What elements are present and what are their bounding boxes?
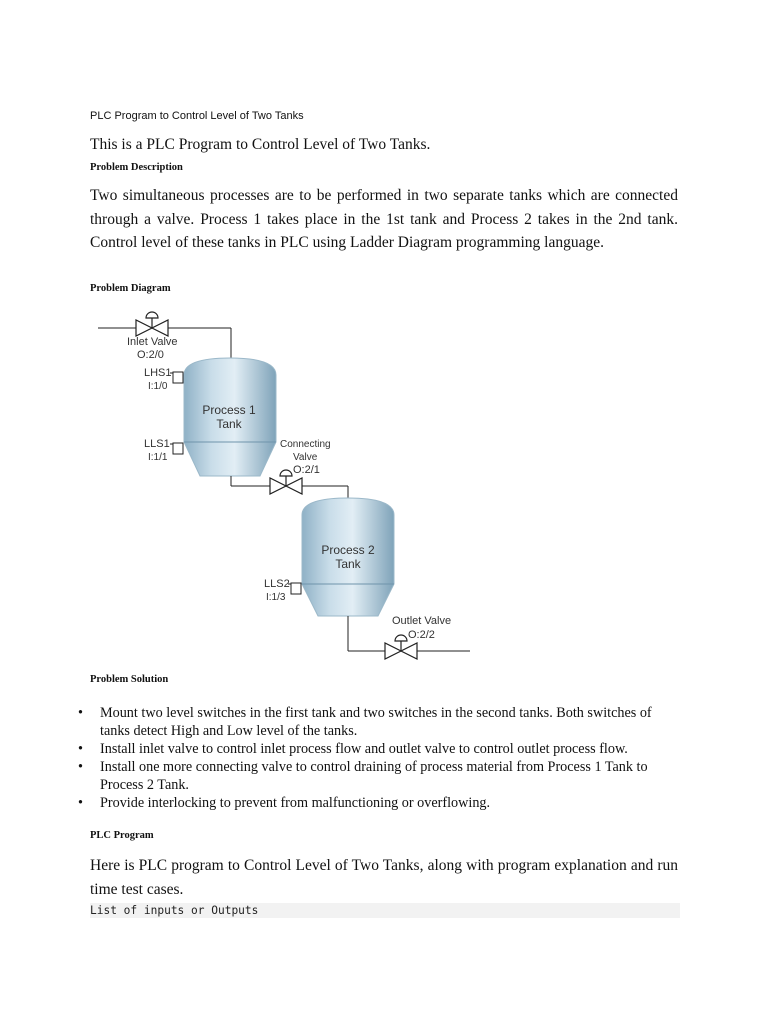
lls2-address: I:1/3 bbox=[266, 592, 286, 603]
inlet-valve-label: Inlet Valve bbox=[127, 336, 178, 348]
lls2-switch-icon bbox=[291, 583, 301, 594]
problem-diagram-heading: Problem Diagram bbox=[90, 283, 171, 294]
tank-1-label-line2: Tank bbox=[216, 417, 242, 431]
plc-program-heading: PLC Program bbox=[90, 830, 154, 841]
lls1-address: I:1/1 bbox=[148, 452, 168, 463]
inlet-valve-address: O:2/0 bbox=[137, 349, 164, 361]
outlet-valve-address: O:2/2 bbox=[408, 629, 435, 641]
plc-program-text: Here is PLC program to Control Level of Two Tanks, along with program explanation and run time test cases. bbox=[90, 857, 678, 898]
intro-sentence: This is a PLC Program to Control Level of Two Tanks. bbox=[90, 136, 431, 153]
lls1-label: LLS1 bbox=[144, 438, 170, 450]
list-item: • Install one more connecting valve to control draining of process material from Process 1 Tank to Process 2 Tank. bbox=[78, 758, 678, 794]
problem-description-text: Two simultaneous processes are to be performed in two separate tanks which are connected through a valve. Process 1 takes place in the 1st tank and Process 2 takes in the 2nd tank. Control level of these tanks in PLC using Ladder Diagram programming language. bbox=[90, 187, 678, 251]
problem-solution-list bbox=[78, 704, 678, 812]
connecting-valve-address: O:2/1 bbox=[293, 464, 320, 476]
tank-2-label-line2: Tank bbox=[335, 557, 361, 571]
connecting-valve-label-line1: Connecting bbox=[280, 439, 331, 450]
connecting-valve-label-line2: Valve bbox=[293, 452, 318, 463]
code-block-line: List of inputs or Outputs bbox=[90, 903, 680, 918]
inlet-valve-icon bbox=[136, 312, 168, 336]
list-item: • Install inlet valve to control inlet process flow and outlet valve to control outlet process flow. bbox=[78, 740, 678, 758]
tank-1-label-line1: Process 1 bbox=[202, 403, 256, 417]
tank-2-label-line1: Process 2 bbox=[321, 543, 375, 557]
lhs1-switch-icon bbox=[173, 372, 183, 383]
lhs1-address: I:1/0 bbox=[148, 381, 168, 392]
list-item: • Provide interlocking to prevent from malfunctioning or overflowing. bbox=[78, 794, 678, 812]
lls2-label: LLS2 bbox=[264, 578, 290, 590]
outlet-valve-label: Outlet Valve bbox=[392, 615, 452, 627]
lls1-switch-icon bbox=[173, 443, 183, 454]
tank-process-diagram bbox=[90, 300, 490, 670]
list-item: • Mount two level switches in the first tank and two switches in the second tanks. Both switches of tanks detect High and Low level of the tanks. bbox=[78, 704, 678, 740]
page-header-title: PLC Program to Control Level of Two Tanks bbox=[90, 110, 304, 122]
problem-solution-heading: Problem Solution bbox=[90, 674, 169, 685]
problem-description-heading: Problem Description bbox=[90, 162, 183, 173]
lhs1-label: LHS1 bbox=[144, 367, 172, 379]
